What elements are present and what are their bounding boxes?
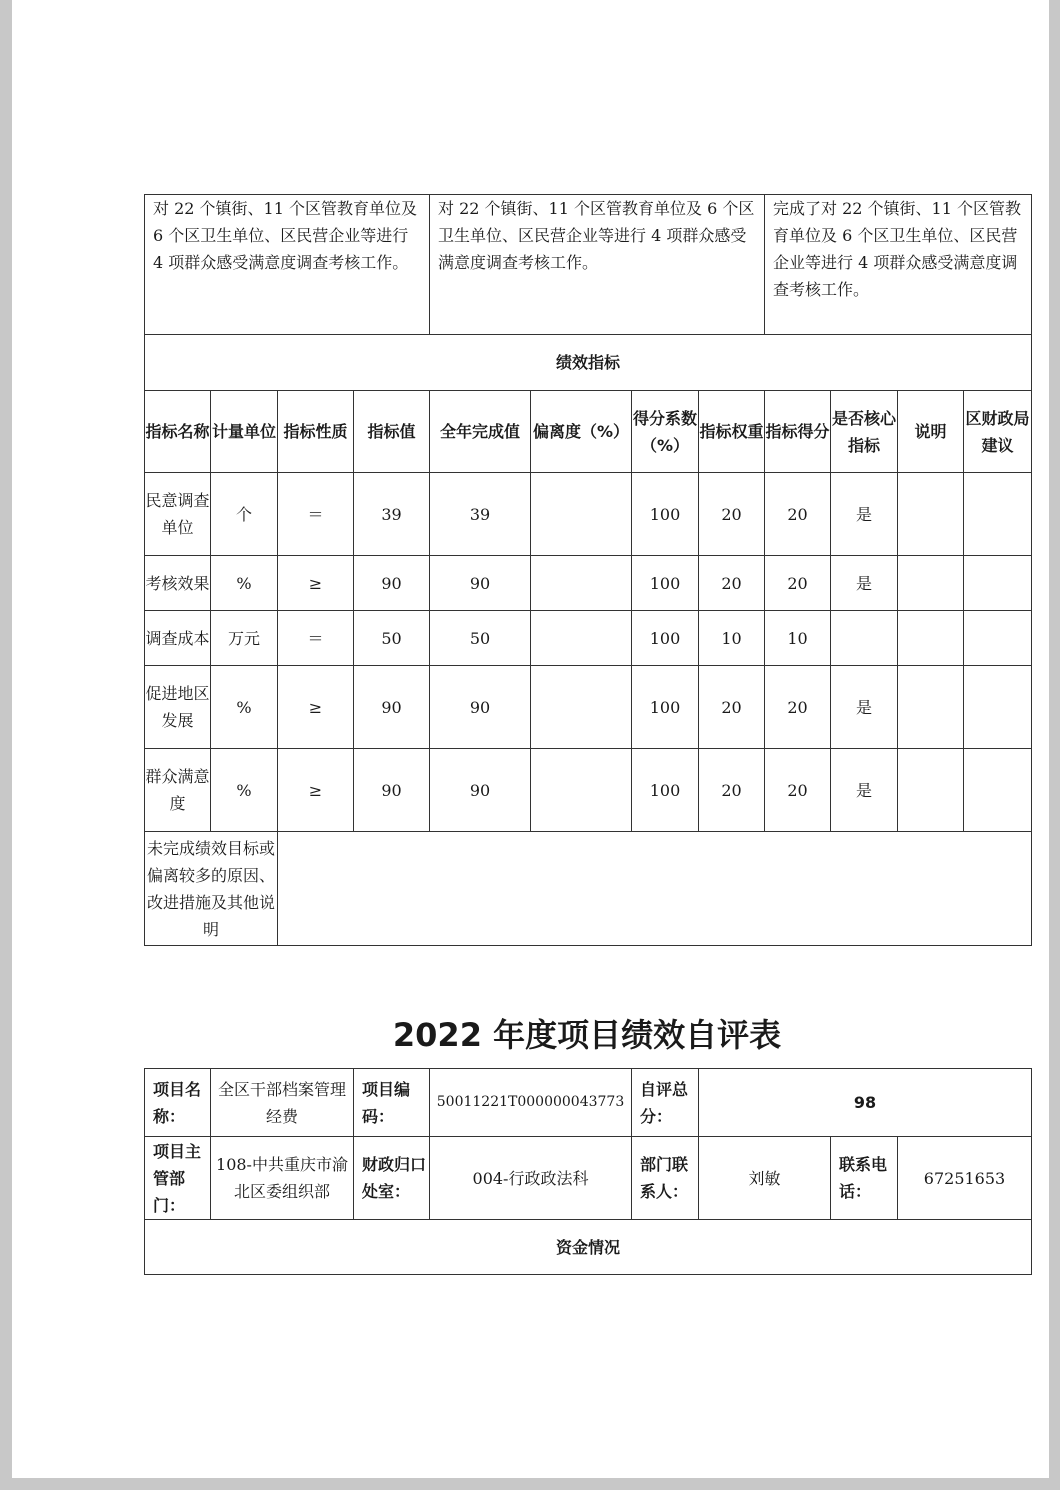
indicator-name: 调查成本 — [145, 611, 211, 666]
target-cell: 90 — [354, 556, 430, 611]
table-row — [145, 666, 1032, 749]
table-row — [145, 611, 1032, 666]
project-name-label: 项目名称： — [145, 1069, 211, 1137]
actual-cell: 50 — [430, 611, 531, 666]
header-cell: 计量单位 — [211, 391, 278, 473]
project-code-value: 50011221T000000043773 — [430, 1069, 632, 1137]
project-info-table — [144, 1068, 1032, 1275]
office-value: 004-行政政法科 — [430, 1137, 632, 1220]
header-row — [145, 391, 1032, 473]
advice-cell — [964, 749, 1032, 832]
actual-cell: 90 — [430, 666, 531, 749]
target-cell: 50 — [354, 611, 430, 666]
core-cell: 是 — [831, 473, 898, 556]
unit-cell: 万元 — [211, 611, 278, 666]
actual-goal-cell: 完成了对 22 个镇街、11 个区管教育单位及 6 个区卫生单位、区民营企业等进行 4 项群众感受满意度调查考核工作。 — [765, 195, 1032, 335]
header-cell: 区财政局建议 — [964, 391, 1032, 473]
note-cell — [898, 749, 964, 832]
dept-label: 项目主管部门： — [145, 1137, 211, 1220]
unfinished-value — [278, 832, 1032, 946]
unit-cell: % — [211, 749, 278, 832]
unfinished-label: 未完成绩效目标或偏离较多的原因、改进措施及其他说明 — [145, 832, 278, 946]
score-cell: 10 — [765, 611, 831, 666]
coef-cell: 100 — [632, 611, 699, 666]
indicator-name: 群众满意度 — [145, 749, 211, 832]
note-cell — [898, 611, 964, 666]
annual-goal-cell: 对 22 个镇街、11 个区管教育单位及 6 个区卫生单位、区民营企业等进行 4 项群众感受满意度调查考核工作。 — [145, 195, 430, 335]
score-cell: 20 — [765, 556, 831, 611]
actual-cell: 39 — [430, 473, 531, 556]
header-cell: 偏离度（%） — [531, 391, 632, 473]
table-row — [145, 556, 1032, 611]
table-row — [145, 749, 1032, 832]
header-cell: 得分系数（%） — [632, 391, 699, 473]
perf-section-title: 绩效指标 — [145, 335, 1032, 391]
target-cell: 90 — [354, 666, 430, 749]
header-cell: 指标性质 — [278, 391, 354, 473]
note-cell — [898, 473, 964, 556]
indicator-name: 促进地区发展 — [145, 666, 211, 749]
coef-cell: 100 — [632, 666, 699, 749]
unit-cell: % — [211, 666, 278, 749]
nature-cell: ＝ — [278, 611, 354, 666]
deviation-cell — [531, 611, 632, 666]
header-cell: 指标值 — [354, 391, 430, 473]
actual-cell: 90 — [430, 556, 531, 611]
advice-cell — [964, 666, 1032, 749]
actual-cell: 90 — [430, 749, 531, 832]
contact-label: 部门联系人： — [632, 1137, 699, 1220]
project-code-label: 项目编码： — [354, 1069, 430, 1137]
score-cell: 20 — [765, 749, 831, 832]
score-cell: 20 — [765, 666, 831, 749]
core-cell: 是 — [831, 556, 898, 611]
table-row — [145, 473, 1032, 556]
expected-goal-cell: 对 22 个镇街、11 个区管教育单位及 6 个区卫生单位、区民营企业等进行 4 项群众感受满意度调查考核工作。 — [430, 195, 765, 335]
phone-label: 联系电话： — [831, 1137, 898, 1220]
core-cell: 是 — [831, 749, 898, 832]
unit-cell: 个 — [211, 473, 278, 556]
deviation-cell — [531, 473, 632, 556]
nature-cell: ＝ — [278, 473, 354, 556]
note-cell — [898, 556, 964, 611]
advice-cell — [964, 556, 1032, 611]
core-cell — [831, 611, 898, 666]
header-cell: 指标权重 — [699, 391, 765, 473]
contact-value: 刘敏 — [699, 1137, 831, 1220]
weight-cell: 10 — [699, 611, 765, 666]
header-cell: 指标名称 — [145, 391, 211, 473]
form-title: 2022 年度项目绩效自评表 — [392, 1016, 782, 1054]
score-value: 98 — [699, 1069, 1032, 1137]
unit-cell: % — [211, 556, 278, 611]
nature-cell: ≥ — [278, 749, 354, 832]
note-cell — [898, 666, 964, 749]
target-cell: 39 — [354, 473, 430, 556]
nature-cell: ≥ — [278, 666, 354, 749]
header-cell: 是否核心指标 — [831, 391, 898, 473]
weight-cell: 20 — [699, 556, 765, 611]
funds-section-title: 资金情况 — [145, 1220, 1032, 1275]
target-cell: 90 — [354, 749, 430, 832]
project-name-value: 全区干部档案管理经费 — [211, 1069, 354, 1137]
advice-cell — [964, 473, 1032, 556]
coef-cell: 100 — [632, 556, 699, 611]
weight-cell: 20 — [699, 473, 765, 556]
unfinished-row — [145, 832, 1032, 946]
phone-value: 67251653 — [898, 1137, 1032, 1220]
core-cell: 是 — [831, 666, 898, 749]
coef-cell: 100 — [632, 473, 699, 556]
header-cell: 说明 — [898, 391, 964, 473]
weight-cell: 20 — [699, 749, 765, 832]
header-cell: 全年完成值 — [430, 391, 531, 473]
deviation-cell — [531, 749, 632, 832]
nature-cell: ≥ — [278, 556, 354, 611]
advice-cell — [964, 611, 1032, 666]
score-label: 自评总分： — [632, 1069, 699, 1137]
dept-value: 108-中共重庆市渝北区委组织部 — [211, 1137, 354, 1220]
weight-cell: 20 — [699, 666, 765, 749]
header-cell: 指标得分 — [765, 391, 831, 473]
performance-table — [144, 194, 1032, 946]
deviation-cell — [531, 666, 632, 749]
deviation-cell — [531, 556, 632, 611]
score-cell: 20 — [765, 473, 831, 556]
indicator-name: 民意调查单位 — [145, 473, 211, 556]
goals-row — [145, 195, 1032, 335]
coef-cell: 100 — [632, 749, 699, 832]
office-label: 财政归口处室： — [354, 1137, 430, 1220]
indicator-name: 考核效果 — [145, 556, 211, 611]
